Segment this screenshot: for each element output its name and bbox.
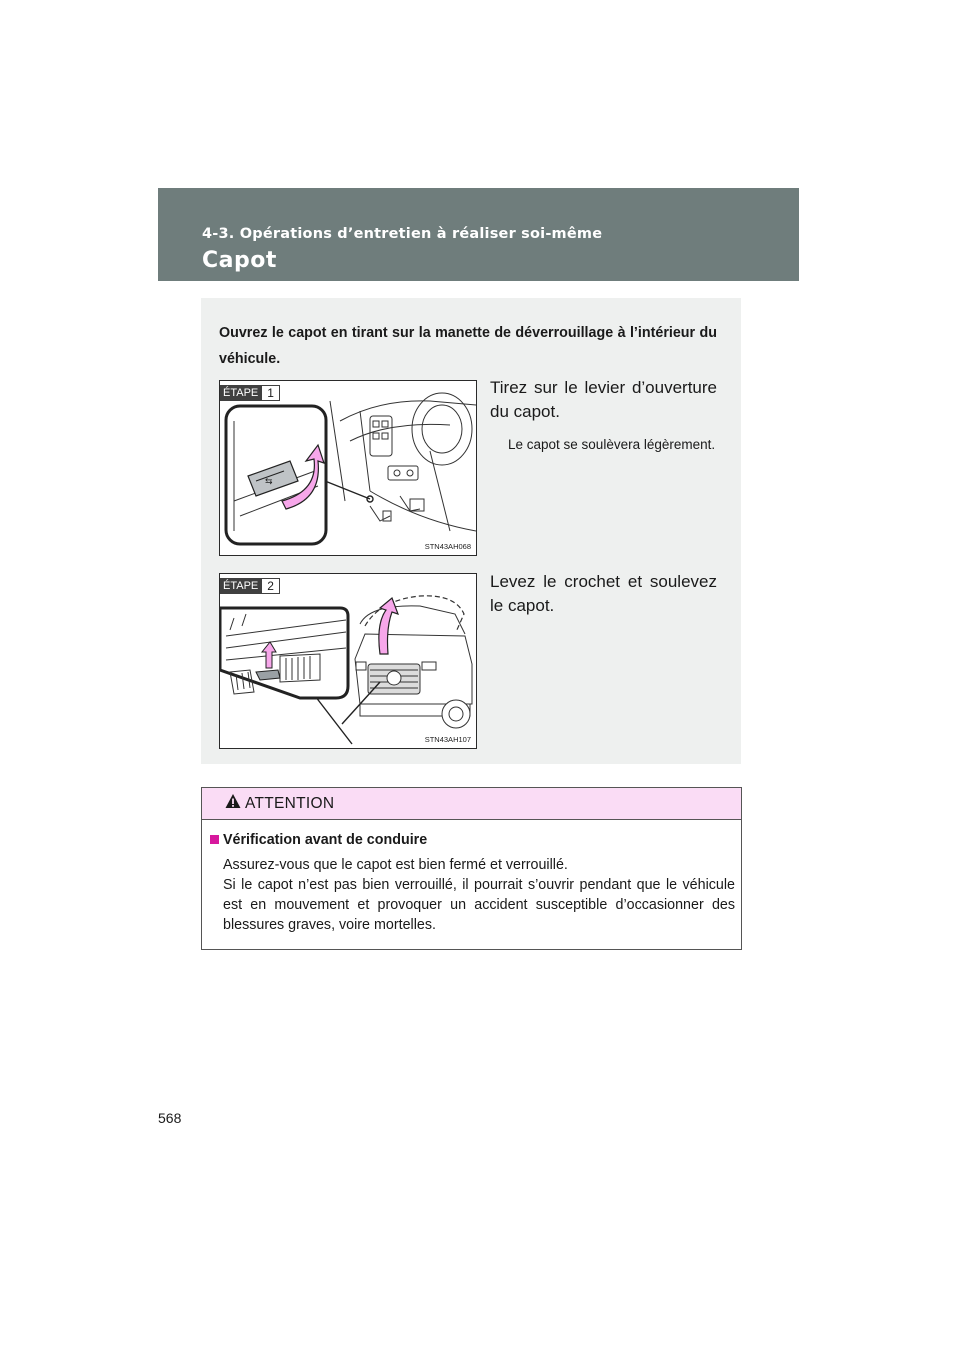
hood-release-lever-illustration (220, 381, 476, 555)
section-header (158, 188, 799, 281)
page-number: 568 (158, 1110, 182, 1126)
warning-title: ATTENTION (245, 795, 335, 812)
section-label: 4-3. Opérations d’entretien à réaliser soi-même (202, 226, 603, 242)
step-1-figure (219, 380, 477, 556)
hood-latch-illustration (220, 574, 476, 748)
warning-line: Si le capot n’est pas bien verrouillé, il pourrait s’ouvrir pendant que le véhicule est en mouvement et provoquer un accident susceptible d’occasionner des blessures graves, voire mortelles. (223, 877, 735, 933)
step-1-figure-code: STN43AH068 (424, 542, 471, 551)
step-1-badge-number: 1 (261, 385, 280, 401)
warning-subheading-text: Vérification avant de conduire (223, 832, 428, 848)
procedure-panel (201, 298, 741, 764)
step-2-badge-word: ÉTAPE (220, 578, 261, 594)
step-1-note: Le capot se soulèvera légèrement. (508, 437, 716, 452)
warning-body (223, 855, 735, 935)
bullet-square-icon (210, 835, 219, 844)
warning-line: Assurez-vous que le capot est bien fermé et verrouillé. (223, 857, 568, 873)
step-2-figure-code: STN43AH107 (424, 735, 471, 744)
warning-header (202, 788, 741, 820)
step-1-text: Tirez sur le levier d’ouverture du capot. (490, 378, 717, 421)
step-2-text: Levez le crochet et soulevez le capot. (490, 572, 717, 615)
warning-triangle-icon (225, 793, 241, 809)
intro-text: Ouvrez le capot en tirant sur la manette de déverrouillage à l’intérieur du véhicule. (219, 325, 717, 367)
warning-subheading (210, 832, 427, 848)
warning-box (201, 787, 742, 950)
svg-text:⇆: ⇆ (265, 477, 273, 487)
step-2-badge (220, 578, 280, 594)
step-1-badge (220, 385, 280, 401)
page-title: Capot (202, 248, 277, 273)
step-2-badge-number: 2 (261, 578, 280, 594)
step-2-figure (219, 573, 477, 749)
step-1-badge-word: ÉTAPE (220, 385, 261, 401)
